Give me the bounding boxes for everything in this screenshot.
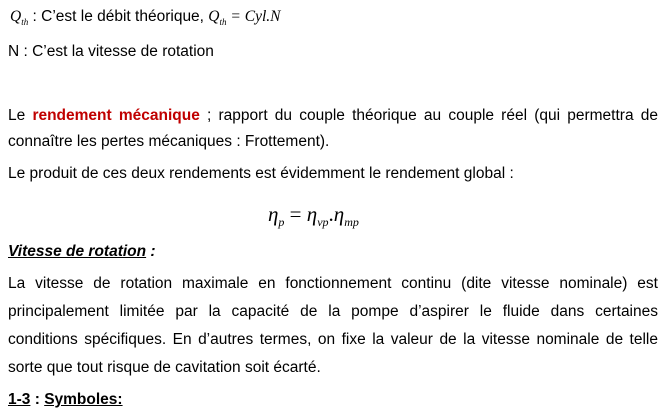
qth-definition [10, 8, 280, 26]
rendement-paragraph-line1: Le rendement mécanique ; rapport du couple théorique au couple réel (qui permettra de [8, 107, 658, 124]
symboles-heading: 1-3 : Symboles: [8, 391, 123, 408]
vitesse-paragraph-line3: conditions spécifiques. En d’autres termes, on fixe la valeur de la vitesse nominale de telle [8, 331, 658, 348]
n-definition: N : C’est la vitesse de rotation [8, 43, 214, 60]
vitesse-heading: Vitesse de rotation : [8, 243, 156, 260]
qth-symbol: $Q_{th}$ [10, 8, 29, 27]
vitesse-paragraph-line4: sorte que tout risque de cavitation soit écarté. [8, 359, 321, 376]
rendement-term: rendement mécanique [32, 107, 200, 124]
produit-line: Le produit de ces deux rendements est évidemment le rendement global : [8, 165, 514, 182]
efficiency-formula: $\eta_p = \eta_{vp}.\eta_{mp}$ [268, 202, 359, 229]
rendement-paragraph-line2: connaître les pertes mécaniques : Frottement). [8, 133, 330, 150]
qth-equation: $Q_{th} = Cyl.N$ [208, 8, 281, 27]
vitesse-paragraph-line2: principalement limitée par la capacité de la pompe d’aspirer le fluide dans certaines [8, 303, 658, 320]
vitesse-paragraph-line1: La vitesse de rotation maximale en fonctionnement continu (dite vitesse nominale) est [8, 275, 658, 292]
qth-text: : C’est le débit théorique, [28, 8, 209, 25]
